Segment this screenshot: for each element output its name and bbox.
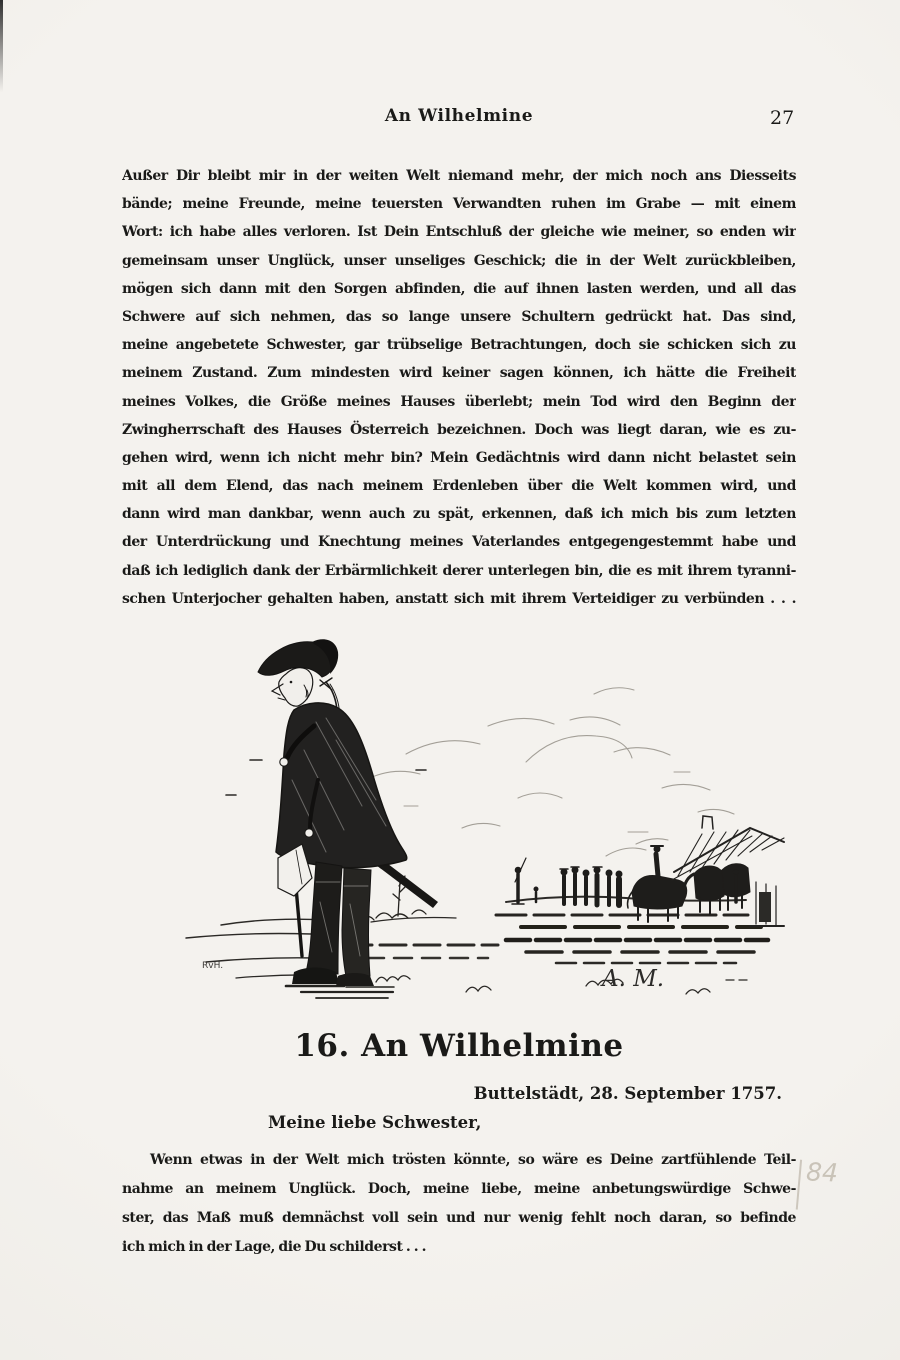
text-line: ster, das Maß muß demnächst voll sein und nur wenig fehlt noch daran, so befinde [122,1210,796,1226]
text-line: meine angebetete Schwester, gar trübselige Betrachtungen, doch sie schicken sich zu [122,337,796,354]
pencil-slash-mark [796,1160,802,1210]
clouds [362,688,734,856]
face [279,668,313,707]
figure-shadow [286,986,394,998]
artist-signature-right: A. M. [602,966,665,992]
text-line: mit all dem Elend, das nach meinem Erdenleben über die Welt kommen wird, und [122,478,796,495]
text-line: bände; meine Freunde, meine teuersten Verwandten ruhen im Grabe — mit einem [122,196,796,213]
soldiers-group [512,846,750,922]
text-line: nahme an meinem Unglück. Doch, meine liebe, meine anbetungswürdige Schwe- [122,1181,796,1197]
text-line: dann wird man dankbar, wenn auch zu spät, erkennen, daß ich mich bis zum letzten [122,506,796,523]
text-line: Wort: ich habe alles verloren. Ist Dein Entschluß der gleiche wie meiner, so enden wir [122,224,796,241]
artist-signature-left: RvH. [202,961,224,971]
running-header: An Wilhelmine [384,106,534,126]
illustration [166,630,790,1016]
text-line: meinem Zustand. Zum mindesten wird keiner sagen können, ich hätte die Freiheit [122,365,796,382]
pencil-digits: 84 [805,1157,839,1188]
hand-on-cane [280,758,288,766]
eye [290,681,293,684]
text-line: Zwingherrschaft des Hauses Österreich bezeichnen. Doch was liegt daran, wie es zu- [122,421,796,438]
text-line: Schwere auf sich nehmen, das so lange unsere Schultern gedrückt hat. Das sind, [122,308,796,325]
letter-paragraph [122,1146,796,1262]
king-figure [258,639,438,998]
text-line: Wenn etwas in der Welt mich trösten könnte, so wäre es Deine zartfühlende Teil- [150,1152,796,1168]
pencil-annotation [790,1148,855,1222]
text-line: gehen wird, wenn ich nicht mehr bin? Mein Gedächtnis wird dann nicht belastet sein [122,449,796,466]
text-line: schen Unterjocher gehalten haben, anstatt sich mit ihrem Verteidiger zu verbünden . . . [122,590,796,607]
text-line: gemeinsam unser Unglück, unser unseliges Geschick; die in der Welt zurückbleiben, [122,252,796,269]
text-line: meines Volkes, die Größe meines Hauses überlebt; mein Tod wird den Beginn der [122,393,796,410]
hand-with-paper [305,829,313,837]
boot-far [342,868,371,976]
salutation: Meine liebe Schwester, [268,1113,482,1132]
scan-edge-artifact [0,0,3,92]
coat [276,703,407,868]
text-line: daß ich lediglich dank der Erbärmlichkeit derer unterlegen bin, die es mit ihrem tyranni- [122,562,796,579]
text-line: ich mich in der Lage, die Du schilderst . . . [122,1239,427,1255]
scrub-bushes [362,876,426,920]
dateline: Buttelstädt, 28. September 1757. [473,1084,782,1103]
mouth [278,698,285,700]
letter-heading: 16. An Wilhelmine [294,1028,624,1064]
text-line: mögen sich dann mit den Sorgen abfinden, die auf ihnen lasten werden, und all das [122,280,796,297]
text-line: Außer Dir bleibt mir in der weiten Welt niemand mehr, der mich noch ans Diesseits [122,168,796,184]
body-paragraph [122,162,796,613]
text-line: der Unterdrückung und Knechtung meines Vaterlandes entgegengestemmt habe und [122,534,796,551]
ground [186,760,768,994]
page-number: 27 [770,107,795,129]
